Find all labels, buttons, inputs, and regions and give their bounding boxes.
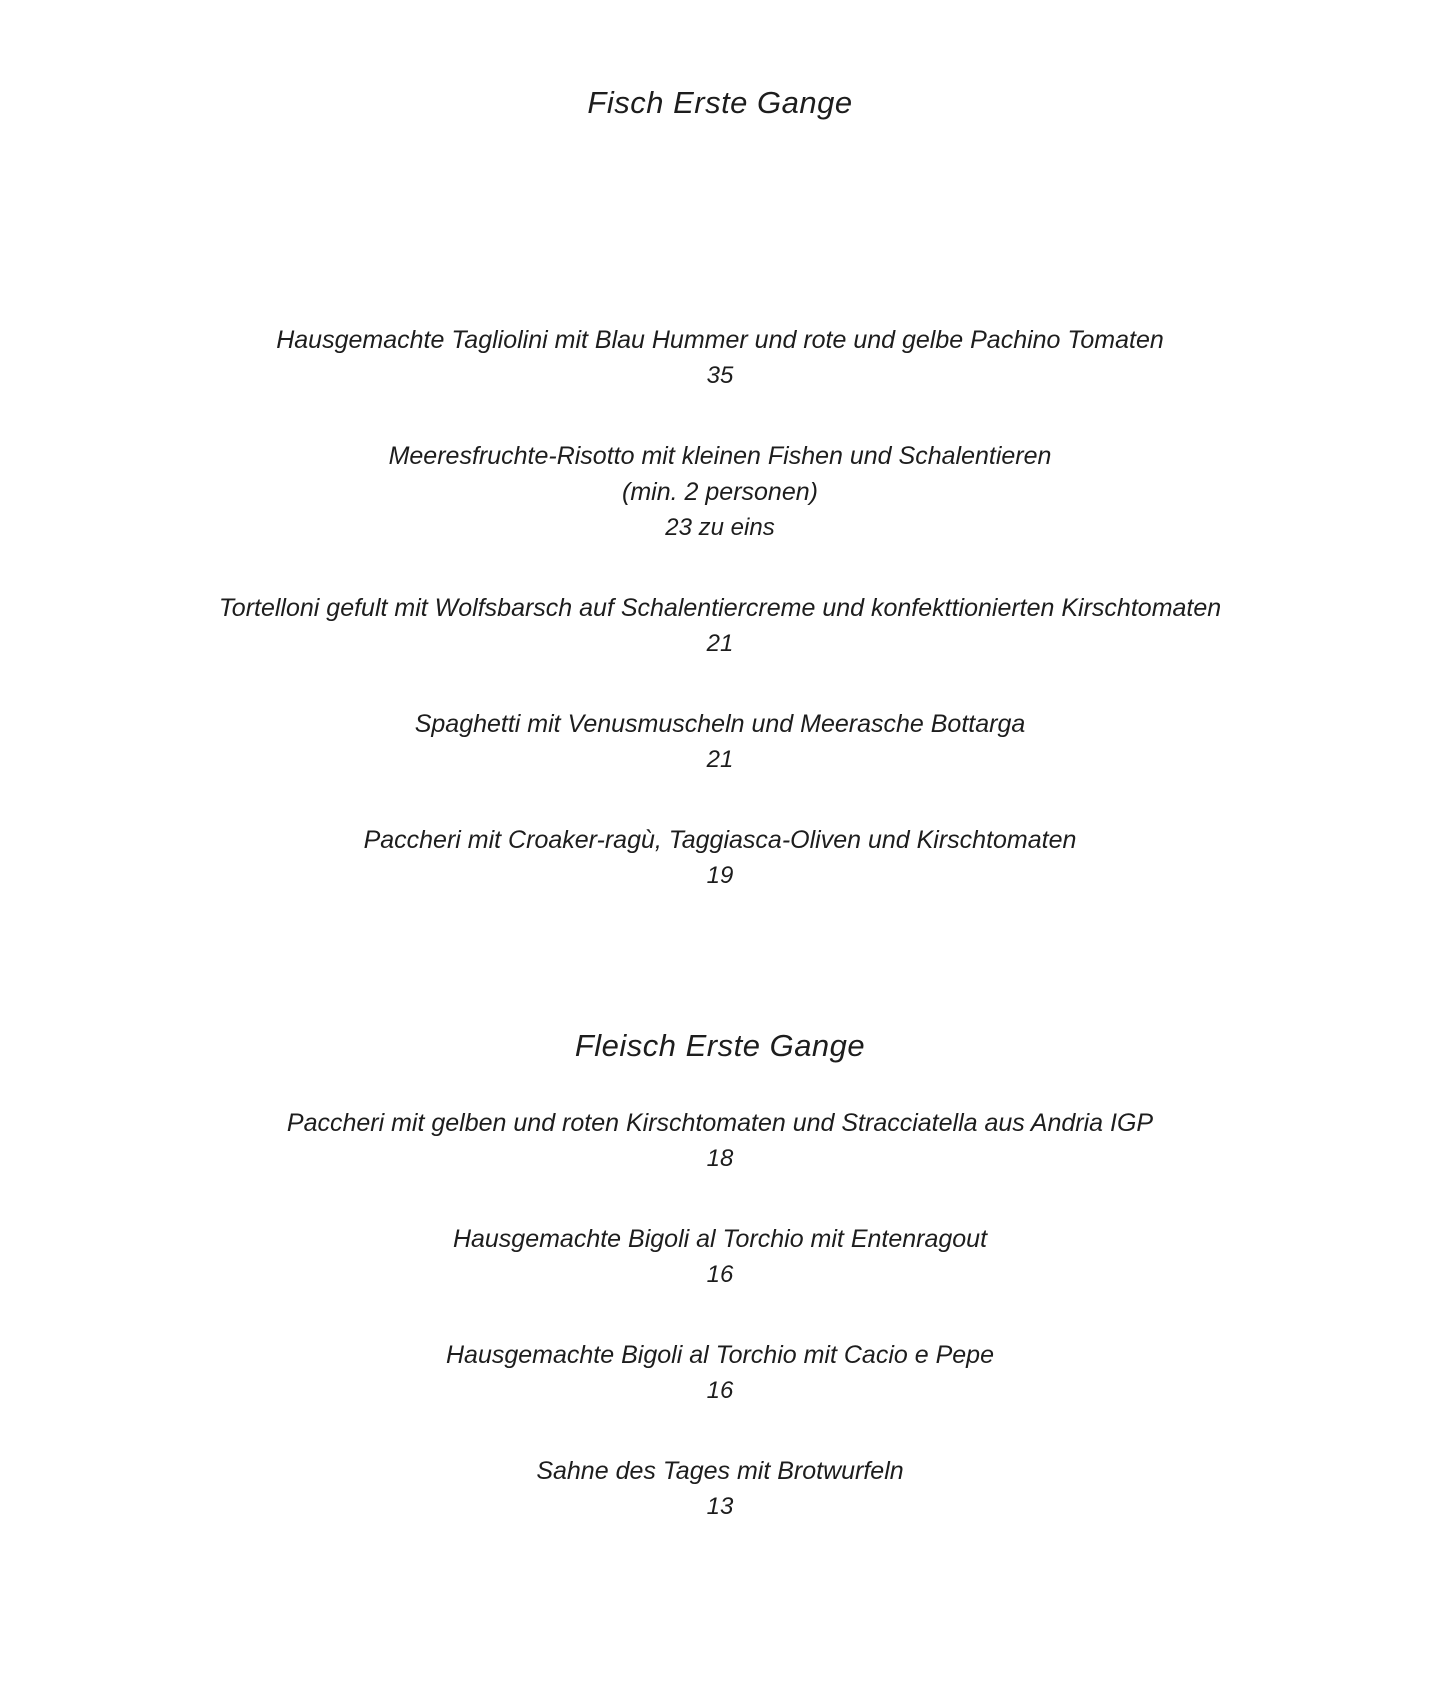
dish-price: 16 <box>706 1261 734 1288</box>
dish-name: Hausgemachte Tagliolini mit Blau Hummer und rote und gelbe Pachino Tomaten <box>276 326 1164 354</box>
dish-price: 13 <box>706 1493 734 1520</box>
dish-price: 23 zu eins <box>665 514 775 541</box>
dish <box>0 322 1440 394</box>
dish-price: 21 <box>706 746 734 773</box>
dish-name: Hausgemachte Bigoli al Torchio mit Cacio e Pepe <box>446 1341 994 1369</box>
dish-name: Sahne des Tages mit Brotwurfeln <box>536 1457 904 1485</box>
menu-section-fisch <box>0 322 1440 894</box>
dish-price: 16 <box>706 1377 734 1404</box>
dish-price: 18 <box>706 1145 734 1172</box>
dish-note: (min. 2 personen) <box>622 478 818 506</box>
dish-name: Paccheri mit gelben und roten Kirschtomaten und Stracciatella aus Andria IGP <box>286 1109 1154 1137</box>
section-title-fleisch: Fleisch Erste Gange <box>574 1028 866 1063</box>
dish <box>0 706 1440 778</box>
dish-name: Spaghetti mit Venusmuscheln und Meerasche Bottarga <box>414 710 1026 738</box>
dish-price: 21 <box>706 630 734 657</box>
section-title-fisch: Fisch Erste Gange <box>587 85 853 120</box>
dish <box>0 438 1440 546</box>
dish-name: Hausgemachte Bigoli al Torchio mit Entenragout <box>452 1225 988 1253</box>
dish <box>0 1221 1440 1293</box>
dish <box>0 1337 1440 1409</box>
dish-name: Paccheri mit Croaker-ragù, Taggiasca-Oliven und Kirschtomaten <box>363 826 1077 854</box>
dish <box>0 590 1440 662</box>
dish-name: Tortelloni gefult mit Wolfsbarsch auf Schalentiercreme und konfekttionierten Kirschtomaten <box>218 594 1222 622</box>
dish-price: 35 <box>706 362 734 389</box>
dish <box>0 1453 1440 1525</box>
dish <box>0 822 1440 894</box>
dish-name: Meeresfruchte-Risotto mit kleinen Fishen und Schalentieren <box>388 442 1052 470</box>
menu-section-fleisch <box>0 1105 1440 1525</box>
dish <box>0 1105 1440 1177</box>
dish-price: 19 <box>706 862 734 889</box>
